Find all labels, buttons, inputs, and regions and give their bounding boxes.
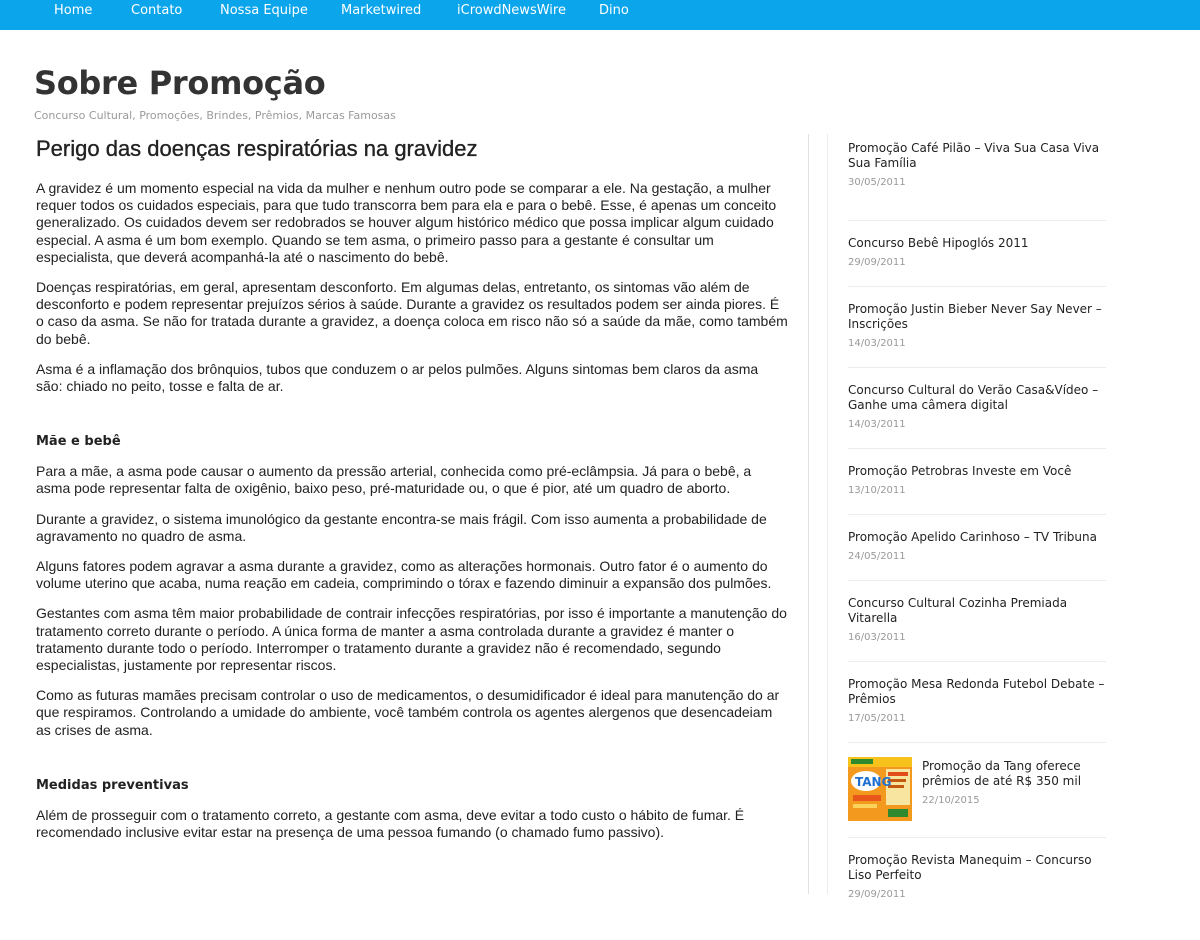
section-heading-mae-e-bebe: Mãe e bebê [36,434,121,450]
sidebar-item [848,581,1106,662]
sidebar-item-title[interactable]: Promoção Revista Manequim – Concurso Liso Perfeito [848,853,1092,882]
article-paragraph: Durante a gravidez, o sistema imunológico da gestante encontra-se mais frágil. Com isso aumenta a probabilidade de agravamento no quadro de asma. [36,510,767,544]
sidebar-item-with-thumbnail [848,743,1106,838]
article-paragraph: Para a mãe, a asma pode causar o aumento da pressão arterial, conhecida como pré-eclâmpsia. Já para o bebê, a asma pode representar falta de oxigênio, baixo peso, pré-maturidade ou, o que é pior, até um quadro de aborto. [36,463,752,497]
article [36,136,788,854]
svg-text:TANG: TANG [855,775,892,789]
sidebar-item-date: 29/09/2011 [848,889,906,900]
sidebar-item-date: 22/10/2015 [922,795,980,806]
nav-marketwired[interactable]: Marketwired [341,3,422,18]
site-tagline: Concurso Cultural, Promoções, Brindes, Prêmios, Marcas Famosas [34,109,396,122]
sidebar-item [848,515,1106,581]
sidebar-item [848,221,1106,287]
sidebar-item-title[interactable]: Promoção Mesa Redonda Futebol Debate – Prêmios [848,677,1105,706]
article-title: Perigo das doenças respiratórias na gravidez [36,136,478,161]
sidebar-item [848,838,1106,919]
section-heading-medidas-preventivas: Medidas preventivas [36,777,189,793]
sidebar-item [848,287,1106,368]
sidebar-item-date: 16/03/2011 [848,632,906,643]
nav-nossa-equipe[interactable]: Nossa Equipe [220,3,308,18]
sidebar-item-title[interactable]: Promoção Justin Bieber Never Say Never – Inscrições [848,302,1102,331]
sidebar-item [848,368,1106,449]
sidebar-item-date: 24/05/2011 [848,551,906,562]
sidebar-item-date: 29/09/2011 [848,257,906,268]
tang-promo-thumbnail-icon[interactable] [848,757,912,821]
sidebar-item [848,140,1106,221]
site-title[interactable]: Sobre Promoção [34,64,326,102]
content-divider [808,134,809,894]
sidebar-recent-posts [848,140,1106,919]
sidebar-item-title[interactable]: Promoção Café Pilão – Viva Sua Casa Viva Sua Família [848,141,1100,170]
top-navigation [0,0,1200,30]
sidebar-item-title[interactable]: Concurso Cultural do Verão Casa&Vídeo – Ganhe uma câmera digital [848,383,1099,412]
sidebar-divider [827,134,828,894]
sidebar-item-date: 14/03/2011 [848,419,906,430]
article-paragraph: Asma é a inflamação dos brônquios, tubos que conduzem o ar pelos pulmões. Alguns sintomas bem claros da asma são: chiado no peito, tosse e falta de ar. [36,360,759,395]
sidebar-item-date: 17/05/2011 [848,713,906,724]
sidebar-item-title[interactable]: Concurso Cultural Cozinha Premiada Vitarella [848,596,1068,625]
sidebar-item [848,449,1106,515]
nav-home[interactable]: Home [54,3,93,18]
sidebar-item-title[interactable]: Promoção Petrobras Investe em Você [848,464,1072,478]
nav-dino[interactable]: Dino [599,3,629,18]
article-paragraph: Gestantes com asma têm maior probabilidade de contrair infecções respiratórias, por isso é importante a manutenção do tratamento correto durante o período. A única forma de manter a asma controlada durante a gravidez é manter o tratamento durante todo o período. Interromper o tratamento durante a gravidez não é recomendado, segundo especialistas, justamente por representar riscos. [36,605,787,674]
sidebar-item-title[interactable]: Concurso Bebê Hipoglós 2011 [848,236,1029,250]
article-paragraph: Doenças respiratórias, em geral, apresentam desconforto. Em algumas delas, entretanto, os sintomas vão além de desconforto e podem representar prejuízos sérios à saúde. Durante a gravidez os resultados podem ser ainda piores. É o caso da asma. Se não for tratada durante a gravidez, a doença coloca em risco não só a saúde da mãe, como também do bebê. [36,279,788,347]
thumbnail-item-text [922,758,1106,806]
nav-icrowdnewswire[interactable]: iCrowdNewsWire [457,3,566,18]
article-paragraph: Alguns fatores podem agravar a asma durante a gravidez, como as alterações hormonais. Outro fator é o aumento do volume uterino que acaba, numa reação em cadeia, comprimindo o tórax e fazendo diminuir a expansão dos pulmões. [36,558,772,592]
sidebar-item-date: 30/05/2011 [848,177,906,188]
sidebar-item-title[interactable]: Promoção Apelido Carinhoso – TV Tribuna [848,530,1097,544]
sidebar-item [848,662,1106,743]
sidebar-item-date: 13/10/2011 [848,485,906,496]
sidebar-item-date: 14/03/2011 [848,338,906,349]
nav-contato[interactable]: Contato [131,3,183,18]
article-paragraph: A gravidez é um momento especial na vida da mulher e nenhum outro pode se comparar a ele. Na gestação, a mulher requer todos os cuidados especiais, para que tudo transcorra bem para ela e para o bebê. Esse, é apenas um conceito generalizado. Os cuidados devem ser redobrados se houver algum histórico médico que possa implicar algum cuidado especial. A asma é um bom exemplo. Quando se tem asma, o primeiro passo para a gestante é consultar um especialista, que deverá acompanhá-la até o nascimento do bebê. [36,180,777,265]
article-paragraph: Como as futuras mamães precisam controlar o uso de medicamentos, o desumidificador é ideal para manutenção do ar que respiramos. Controlando a umidade do ambiente, você também controla os agentes alergenos que desencadeiam as crises de asma. [36,687,780,738]
article-paragraph: Além de prosseguir com o tratamento correto, a gestante com asma, deve evitar a todo custo o hábito de fumar. É recomendado inclusive evitar estar na presença de uma pessoa fumando (o chamado fumo passivo). [36,806,745,841]
sidebar-item-title[interactable]: Promoção da Tang oferece prêmios de até R$ 350 mil [922,759,1082,788]
